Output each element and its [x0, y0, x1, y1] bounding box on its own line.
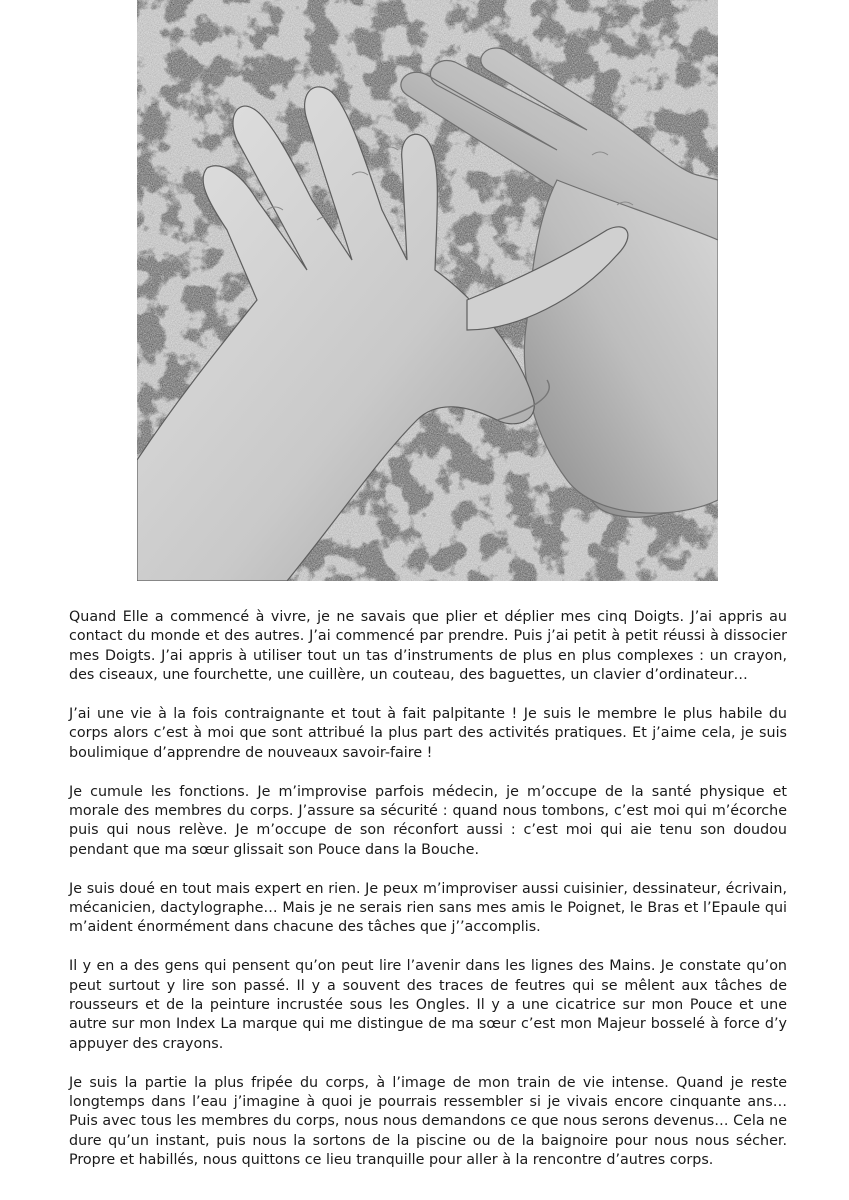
paragraph: Je cumule les fonctions. Je m’improvise parfois médecin, je m’occupe de la santé physique et morale des membres du corps. J’assure sa sécurité : quand nous tombons, c’est moi qui m’écorche puis qui nous relève. Je m’occupe de son réconfort aussi : c’est moi qui aie tenu son doudou pendant que ma sœur glissait son Pouce dans la Bouche. — [69, 783, 787, 858]
paragraph: J’ai une vie à la fois contraignante et tout à fait palpitante ! Je suis le membre le plus habile du corps alors c’est à moi que sont attribué la plus part des activités pratiques. Et j’aime cela, je suis boulimique d’apprendre de nouveaux savoir-faire ! — [69, 706, 787, 761]
paragraph: Quand Elle a commencé à vivre, je ne savais que plier et déplier mes cinq Doigts. J’ai appris au contact du monde et des autres. J’ai commencé par prendre. Puis j’ai petit à petit réussi à dissocier mes Doigts. J’ai appris à utiliser tout un tas d’instruments de plus en plus complexes : un crayon, des ciseaux, une fourchette, une cuillère, un couteau, des baguettes, un clavier d’ordinateur… — [69, 609, 787, 684]
paragraph: Je suis la partie la plus fripée du corps, à l’image de mon train de vie intense. Quand je reste longtemps dans l’eau j’imagine à quoi je pourrais ressembler si je vivais encore cinquante ans… Puis avec tous les membres du corps, nous nous demandons ce que nous serons devenus… Cela ne dure qu’un instant, puis nous la sortons de la piscine ou de la baignoire pour nous nous sécher. Propre et habillés, nous quittons ce lieu tranquille pour aller à la rencontre d’autres corps. — [69, 1074, 787, 1169]
paragraph: Il y en a des gens qui pensent qu’on peut lire l’avenir dans les lignes des Mains. Je constate qu’on peut surtout y lire son passé. Il y a souvent des traces de feutres qui se mêlent aux tâches de rousseurs et de la peinture incrustée sous les Ongles. Il y a une cicatrice sur mon Pouce et une autre sur mon Index La marque qui me distingue de ma sœur c’est mon Majeur bosselé à force d’y appuyer des crayons. — [69, 958, 787, 1052]
paragraph: Je suis doué en tout mais expert en rien. Je peux m’improviser aussi cuisinier, dessinateur, écrivain, mécanicien, dactylographe… Mais je ne serais rien sans mes amis le Poignet, le Bras et l’Epaule qui m’aident énormément dans chacune des tâches que j’’accomplis. — [69, 880, 787, 936]
hands-photo — [137, 0, 718, 581]
article-text — [69, 608, 787, 1171]
